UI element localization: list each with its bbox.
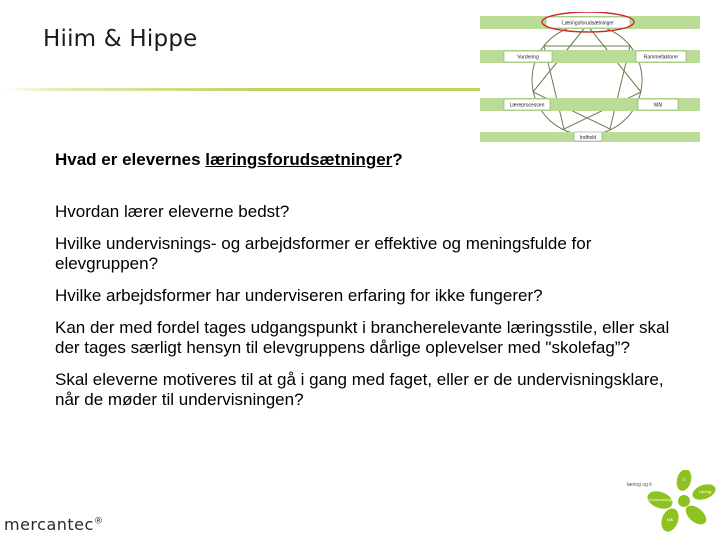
- flower-petal-2: Læring: [698, 489, 712, 494]
- question-4: Hvilke arbejdsformer har underviseren erfaring for ikke fungerer?: [55, 286, 543, 305]
- flower-petal-3: Mål: [666, 517, 674, 522]
- question-1-prefix: Hvad er elevernes: [55, 150, 206, 169]
- question-list: [55, 150, 675, 422]
- flower-petal-1: Undervisning: [648, 497, 672, 502]
- logo-text: mercantec: [4, 515, 94, 534]
- model-label-right-mid: Rammefaktorer: [643, 54, 679, 61]
- laering-og-it-logo: [626, 470, 716, 532]
- model-label-bottom: Indhold: [579, 135, 597, 141]
- mercantec-logo: [4, 515, 103, 534]
- question-1-keyword: læringsforudsætninger: [205, 150, 393, 169]
- question-5: Kan der med fordel tages udgangspunkt i brancherelevante læringsstile, eller skal der tages særligt hensyn til elevgruppens dårlige oplevelser med "skolefag”?: [55, 318, 670, 357]
- model-label-left-mid: Vurdering: [517, 54, 539, 61]
- logo-mark: ®: [93, 516, 104, 527]
- model-label-top: Læringsforudsætninger: [562, 20, 614, 27]
- flower-petal-4: IT: [682, 477, 686, 482]
- question-2: Hvordan lærer eleverne bedst?: [55, 202, 290, 221]
- question-1: [55, 150, 675, 170]
- model-label-right-low: Mål: [653, 102, 663, 109]
- flower-caption: læring og it: [627, 482, 652, 488]
- didactic-relation-model: [478, 12, 702, 142]
- question-3: Hvilke undervisnings- og arbejdsformer er effektive og meningsfulde for elevgruppen?: [55, 234, 592, 273]
- question-1-suffix: ?: [392, 150, 403, 169]
- page-title: Hiim & Hippe: [43, 26, 198, 52]
- header-divider: [0, 88, 480, 91]
- question-6: Skal eleverne motiveres til at gå i gang med faget, eller er de undervisningsklare, når de møder til undervisningen?: [55, 370, 664, 409]
- model-label-left-low: Læreprocessen: [509, 102, 545, 109]
